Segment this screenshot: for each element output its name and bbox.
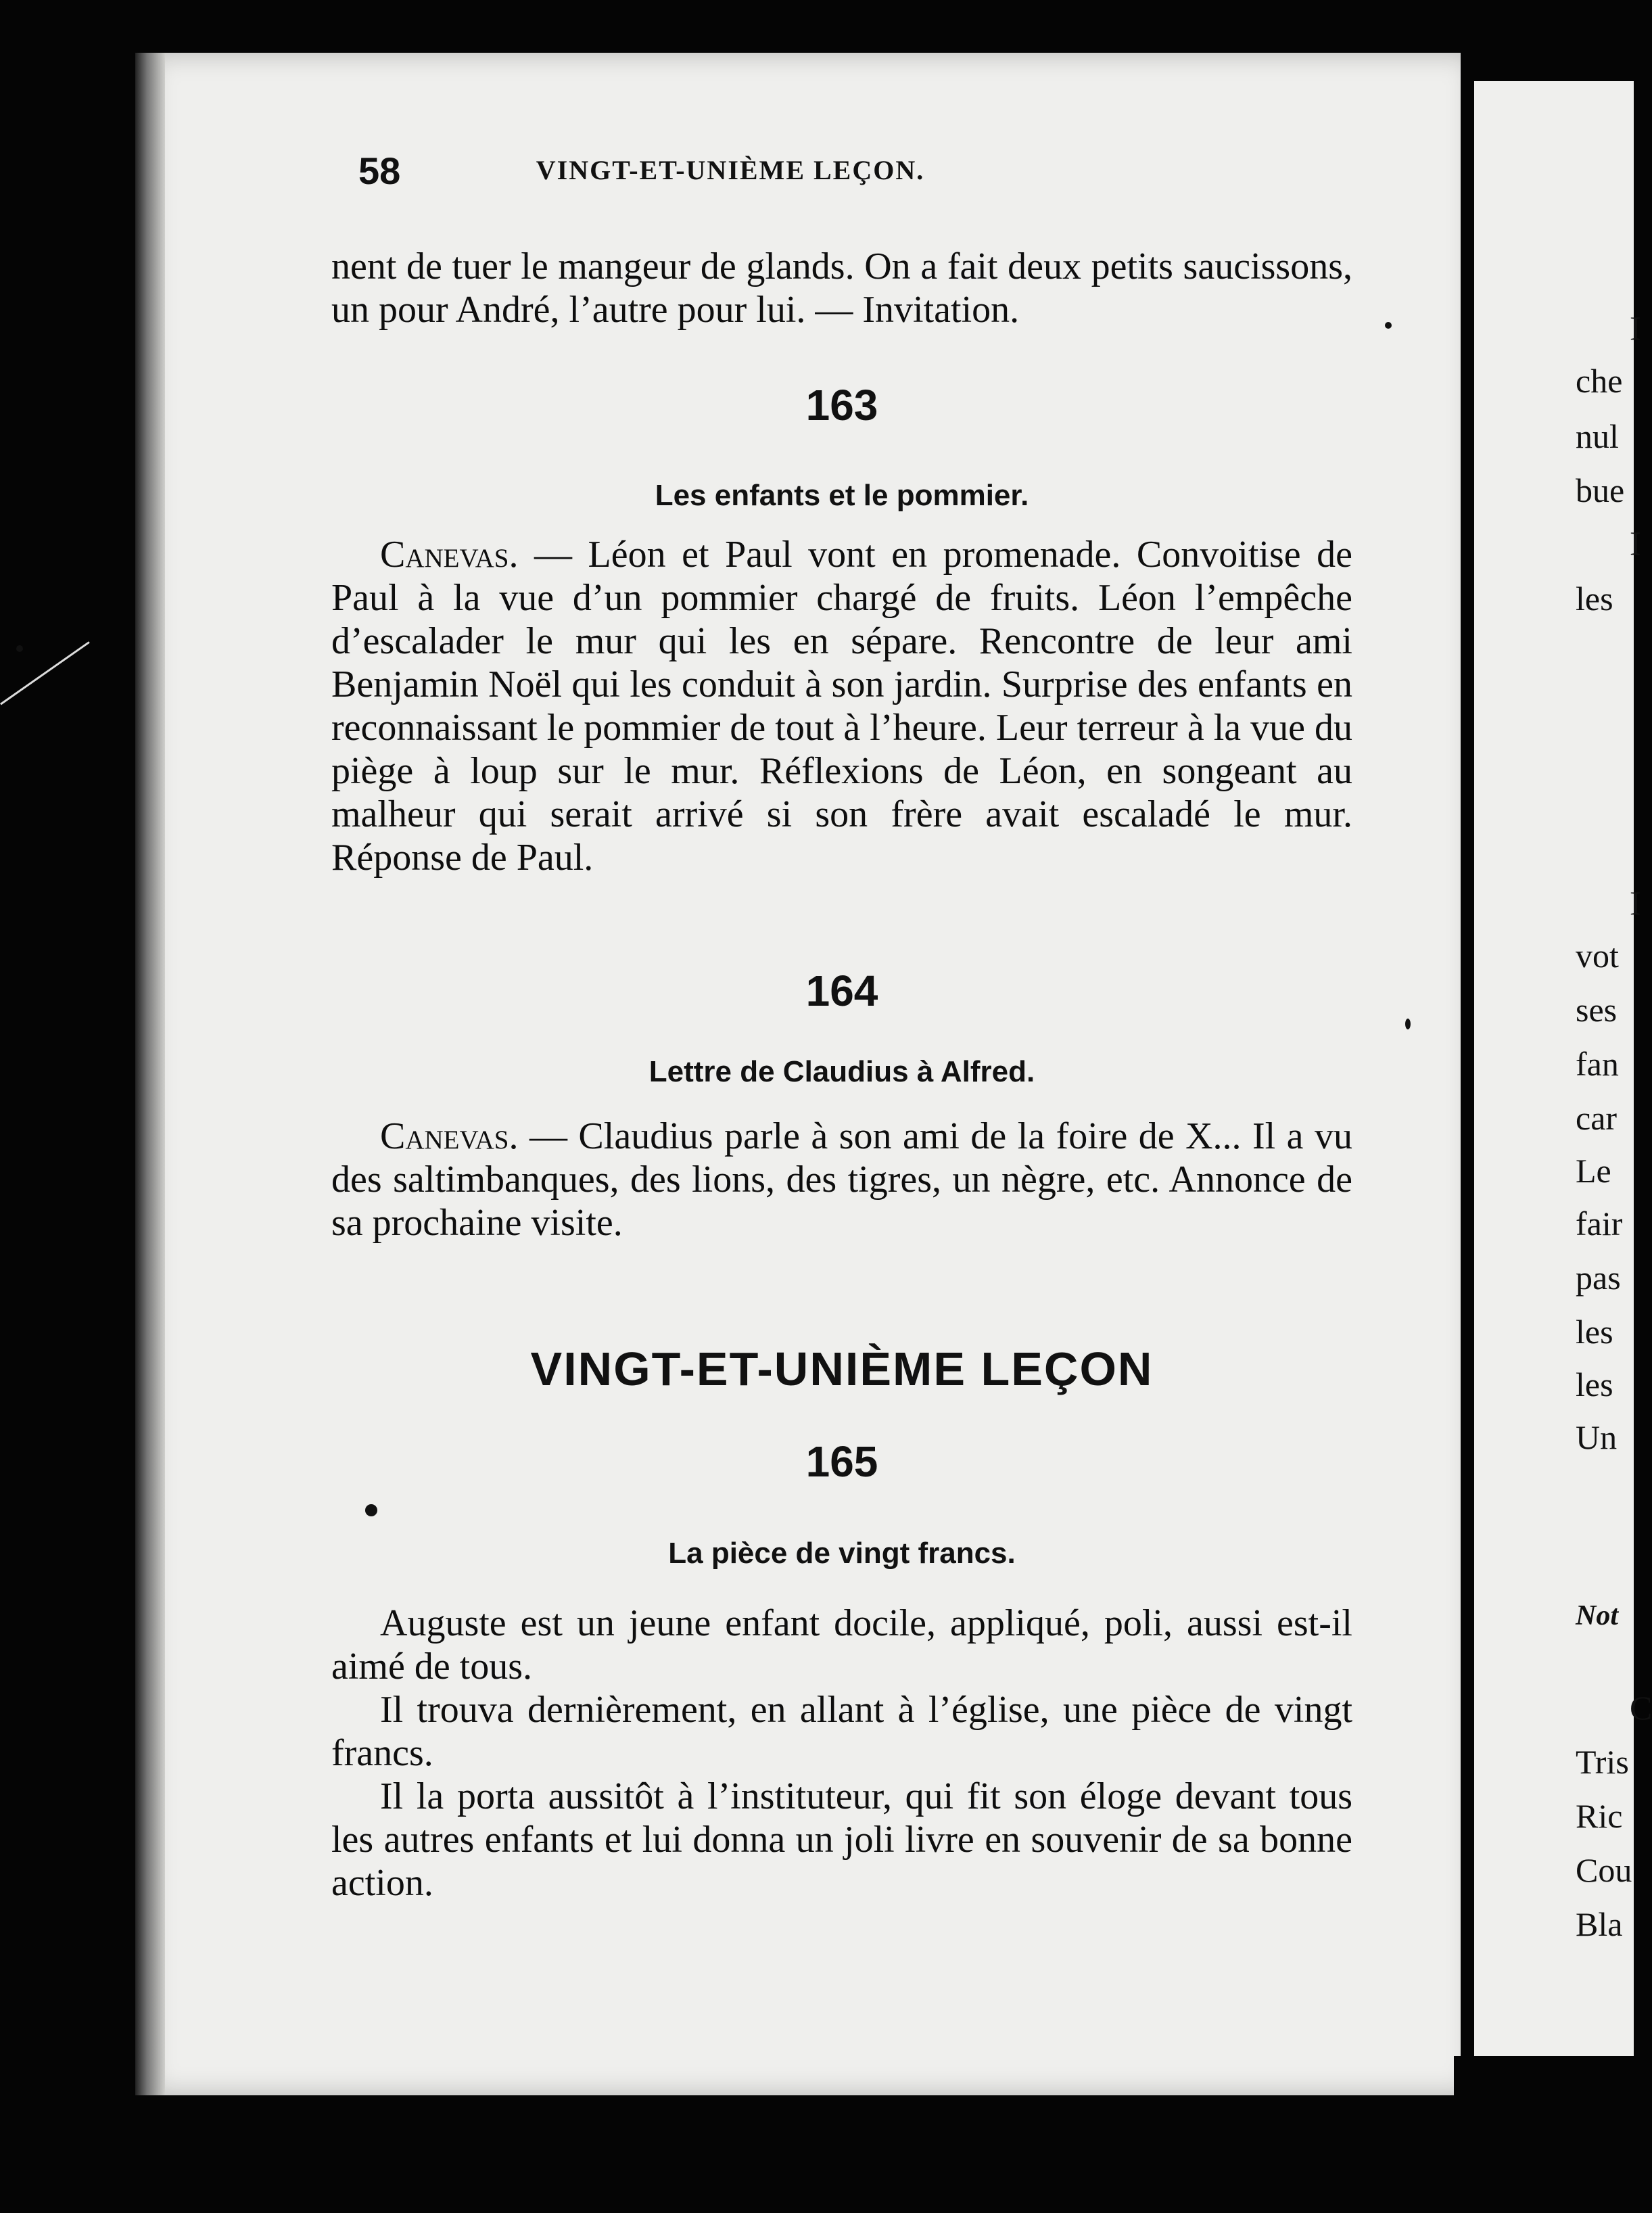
section-body-163 — [331, 533, 1352, 879]
right-page-fragment: bue — [1576, 471, 1625, 509]
right-page-fragment: ses — [1576, 991, 1618, 1029]
section-number-164: 164 — [805, 966, 878, 1015]
dust-speck — [365, 1504, 377, 1516]
dust-speck — [16, 645, 23, 652]
intro-text — [331, 245, 1352, 331]
intro-paragraph: nent de tuer le mangeur de glands. On a fait deux petits saucissons, un pour André, l’autre pour lui. — Invitation. — [331, 246, 1352, 331]
canevas-label: Canevas. — [380, 1115, 519, 1157]
section-number-165: 165 — [805, 1437, 878, 1486]
right-page-fragment: Cou — [1576, 1851, 1632, 1889]
section-number-163: 163 — [805, 381, 878, 429]
right-page-fragment: les — [1576, 1313, 1613, 1351]
canevas-text: — Claudius parle à son ami de la foire de X... Il a vu des saltimbanques, des lions, des tigres, un nègre, etc. Annonce de sa prochaine visite. — [331, 1115, 1353, 1244]
lesson-heading: VINGT-ET-UNIÈME LEÇON — [530, 1343, 1154, 1395]
right-page-fragment: les — [1576, 580, 1613, 618]
right-page-fragment: I — [1630, 309, 1641, 347]
paragraph: Il trouva dernièrement, en allant à l’église, une pièce de vingt francs. — [331, 1689, 1352, 1774]
right-page-fragment: Ric — [1576, 1797, 1623, 1835]
right-page-fragment: fair — [1576, 1205, 1623, 1242]
right-page-fragment: Tris — [1576, 1743, 1629, 1781]
right-page-fragment: pas — [1576, 1259, 1621, 1297]
section-title-164: Lettre de Claudius à Alfred. — [648, 1055, 1035, 1088]
running-title: VINGT-ET-UNIÈME LEÇON. — [536, 155, 925, 185]
dust-speck — [1385, 322, 1392, 329]
right-page-fragment: I — [1630, 884, 1641, 922]
right-page-fragment: Not — [1576, 1600, 1618, 1631]
paragraph: Il la porta aussitôt à l’instituteur, qui fit son éloge devant tous les autres enfants et lui donna un joli livre en souvenir de sa bonne action. — [331, 1775, 1352, 1904]
right-page-fragment: Un — [1576, 1418, 1618, 1456]
canevas-label: Canevas. — [380, 534, 519, 576]
right-page-fragment: les — [1576, 1366, 1613, 1403]
right-page-fragment: fan — [1576, 1045, 1619, 1083]
right-page-fragment: Le — [1576, 1152, 1611, 1190]
page-number: 58 — [358, 149, 401, 192]
right-page-fragment: vot — [1576, 937, 1619, 975]
page-gutter-shadow — [135, 53, 165, 2095]
right-book-page — [1474, 81, 1652, 2056]
right-page-fragment: car — [1576, 1099, 1618, 1137]
section-title-163: Les enfants et le pommier. — [655, 479, 1029, 512]
paragraph: Auguste est un jeune enfant docile, appliqué, poli, aussi est-il aimé de tous. — [331, 1602, 1352, 1687]
right-page-fragment: Bla — [1576, 1905, 1623, 1943]
dust-speck — [1405, 1019, 1411, 1029]
right-page-fragment: nul — [1576, 417, 1619, 455]
page-scratch — [0, 641, 90, 705]
scan-border — [1454, 2056, 1634, 2213]
right-page-fragment: che — [1576, 362, 1623, 400]
canevas-text: — Léon et Paul vont en promenade. Convoitise de Paul à la vue d’un pommier chargé de fruits. Léon l’empêche d’escalader le mur qui les en sépare. Rencontre de leur ami Benjamin Noël qui les conduit à son jardin. Surprise des enfants en reconnaissant le pommier de tout à l’heure. Leur terreur à la vue du piège à loup sur le mur. Réflexions de Léon, en songeant au malheur qui serait arrivé si son frère avait escaladé le mur. Réponse de Paul. — [331, 534, 1352, 879]
section-title-165: La pièce de vingt francs. — [668, 1537, 1016, 1570]
section-body-164 — [331, 1115, 1352, 1244]
right-page-fragment: C — [1630, 1689, 1652, 1727]
right-page-fragment: I — [1630, 524, 1641, 562]
section-body-165 — [331, 1602, 1352, 1905]
